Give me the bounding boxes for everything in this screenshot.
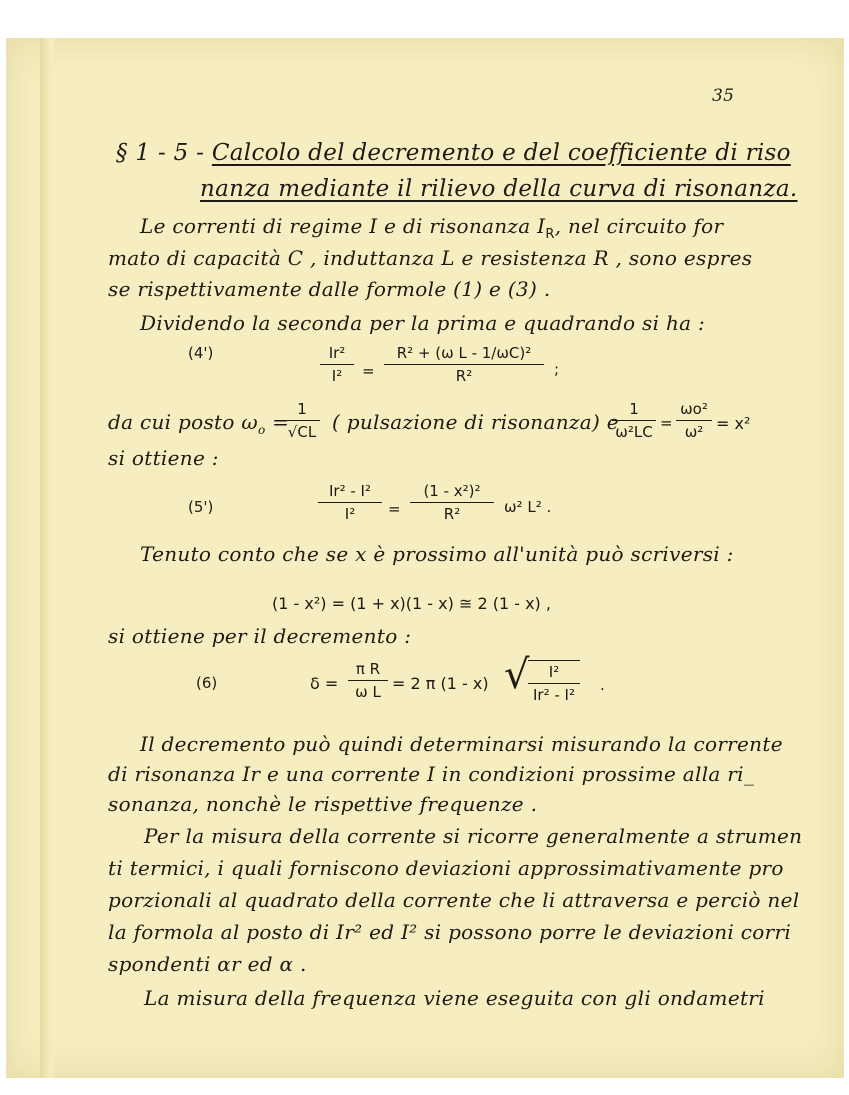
- x-squared: = x²: [716, 414, 751, 433]
- eq6-end: .: [600, 676, 605, 694]
- paragraph-4-line-2: di risonanza Ir e una corrente I in condizioni prossime alla ri_: [108, 762, 755, 786]
- paragraph-4-line-3: sonanza, nonchè le rispettive frequenze .: [108, 792, 538, 816]
- fraction-bar: [410, 502, 494, 503]
- approximation-equation: (1 - x²) = (1 + x)(1 - x) ≅ 2 (1 - x) ,: [272, 594, 551, 613]
- eq4-rhs-fraction: [384, 344, 544, 385]
- eq4-equals: =: [362, 362, 375, 380]
- numerator: ωo²: [680, 400, 708, 418]
- equals: =: [265, 410, 290, 434]
- si-ottiene-2: si ottiene per il decremento :: [108, 624, 412, 648]
- eq4-semicolon: ;: [554, 360, 560, 378]
- denominator: ω²LC: [615, 423, 653, 441]
- denominator: R²: [455, 367, 473, 385]
- numerator: 1: [629, 400, 639, 418]
- section-title-line-2: nanza mediante il rilievo della curva di risonanza.: [200, 176, 798, 202]
- fraction-bar: [612, 420, 656, 421]
- fraction-bar: [384, 364, 544, 365]
- numerator: Ir² - I²: [329, 482, 371, 500]
- text: , nel circuito for: [554, 214, 724, 238]
- eq5-equals: =: [388, 500, 401, 518]
- paragraph-1-line-1: [140, 214, 723, 242]
- eq6-fraction: [348, 660, 388, 701]
- paragraph-3: Tenuto conto che se x è prossimo all'unità può scriversi :: [140, 542, 734, 566]
- paragraph-5-line-4: la formola al posto di Ir² ed I² si possono porre le deviazioni corri: [108, 920, 792, 944]
- fraction-bar: [320, 364, 354, 365]
- page-number: 35: [712, 86, 735, 106]
- eq5-rhs-fraction: [410, 482, 494, 523]
- si-ottiene-1: si ottiene :: [108, 446, 219, 470]
- section-number: § 1 - 5 -: [116, 140, 212, 166]
- denominator: √CL: [287, 423, 317, 441]
- paragraph-5-line-1: Per la misura della corrente si ricorre generalmente a strumen: [144, 824, 803, 848]
- text: da cui posto ω: [108, 410, 258, 434]
- eq5-tail: ω² L² .: [504, 498, 552, 516]
- inverse-omega-fraction: [612, 400, 656, 441]
- denominator: I²: [331, 367, 343, 385]
- denominator: ω²: [684, 423, 704, 441]
- numerator: π R: [355, 660, 381, 678]
- paragraph-1-line-2: mato di capacità C , induttanza L e resistenza R , sono espres: [108, 246, 753, 270]
- eq6-middle: = 2 π (1 - x): [392, 674, 489, 693]
- paragraph-5-line-5: spondenti αr ed α .: [108, 952, 307, 976]
- paragraph-1-line-3: se rispettivamente dalle formole (1) e (3) .: [108, 277, 551, 301]
- paragraph-5-line-3: porzionali al quadrato della corrente che li attraversa e perciò nel: [108, 888, 800, 912]
- paragraph-5-line-2: ti termici, i quali forniscono deviazioni approssimativamente pro: [108, 856, 784, 880]
- subscript: R: [545, 227, 555, 242]
- equals: =: [660, 414, 673, 432]
- paragraph-4-line-1: Il decremento può quindi determinarsi misurando la corrente: [140, 732, 783, 756]
- eq6-sqrt-fraction: [528, 660, 580, 704]
- omega0-fraction: [284, 400, 320, 441]
- numerator: Ir²: [328, 344, 346, 362]
- fraction-bar: [676, 420, 712, 421]
- da-cui-line-start: [108, 410, 289, 437]
- subscript: o: [257, 423, 266, 437]
- fraction-bar: [318, 502, 382, 503]
- equation-label-5: (5'): [188, 498, 214, 516]
- denominator: Ir² - I²: [533, 686, 575, 704]
- equation-label-6: (6): [196, 674, 218, 692]
- paragraph-6: La misura della frequenza viene eseguita con gli ondametri: [144, 986, 765, 1010]
- numerator: (1 - x²)²: [423, 482, 481, 500]
- denominator: ω L: [355, 683, 381, 701]
- omega-ratio-fraction: [676, 400, 712, 441]
- denominator: I²: [344, 505, 356, 523]
- eq4-lhs-fraction: [320, 344, 354, 385]
- binding-gutter: [40, 38, 54, 1078]
- fraction-bar: [348, 680, 388, 681]
- fraction-bar: [528, 683, 580, 684]
- numerator: R² + (ω L - 1/ωC)²: [396, 344, 532, 362]
- paragraph-2: Dividendo la seconda per la prima e quadrando si ha :: [140, 311, 706, 335]
- square-root-icon: √: [504, 652, 530, 698]
- numerator: 1: [297, 400, 307, 418]
- equation-label-4: (4'): [188, 344, 214, 362]
- fraction-bar: [284, 420, 320, 421]
- text: Le correnti di regime I e di risonanza I: [140, 214, 546, 238]
- eq5-lhs-fraction: [318, 482, 382, 523]
- numerator: I²: [548, 663, 560, 681]
- section-title-text-1: Calcolo del decremento e del coefficiente di riso: [211, 140, 791, 166]
- pulsazione-text: ( pulsazione di risonanza) e: [332, 410, 619, 434]
- section-title-line-1: [116, 140, 791, 166]
- denominator: R²: [443, 505, 461, 523]
- eq6-delta: δ =: [310, 674, 339, 693]
